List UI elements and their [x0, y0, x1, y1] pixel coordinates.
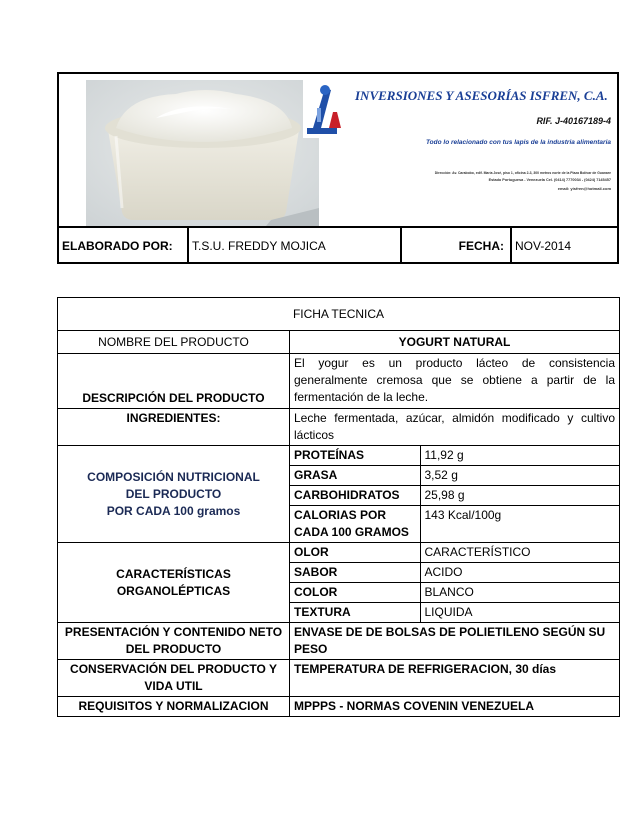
nombre-label: NOMBRE DEL PRODUCTO [58, 331, 290, 354]
organolepticas-values [290, 543, 620, 623]
company-letterhead [295, 78, 615, 228]
conservacion-value: TEMPERATURA DE REFRIGERACION, 30 días [290, 660, 620, 697]
nutrient-row [290, 446, 619, 466]
descripcion-label: DESCRIPCIÓN DEL PRODUCTO [58, 354, 290, 409]
fecha-label: FECHA: [402, 228, 512, 264]
company-name: INVERSIONES Y ASESORÍAS ISFREN, C.A. [355, 88, 608, 103]
company-phone: Estado Portuguesa - Venezuela Cel. (0414) 7770034 - (0424) 7145457 [488, 178, 611, 182]
organoleptic-value: CARACTERÍSTICO [420, 543, 619, 563]
composicion-label [58, 446, 290, 543]
ficha-tecnica-table [57, 297, 620, 717]
nutrient-value: 3,52 g [420, 466, 619, 486]
conservacion-label: CONSERVACIÓN DEL PRODUCTO Y VIDA UTIL [58, 660, 290, 697]
document-header [57, 72, 619, 264]
elaborado-label: ELABORADO POR: [59, 228, 189, 264]
nutrient-name: CARBOHIDRATOS [290, 486, 420, 506]
elaborado-value: T.S.U. FREDDY MOJICA [189, 228, 402, 264]
organoleptic-row [290, 543, 619, 563]
requisitos-row [58, 697, 620, 717]
ingredientes-value: Leche fermentada, azúcar, almidón modificado y cultivo lácticos [290, 409, 620, 446]
ingredientes-label: INGREDIENTES: [58, 409, 290, 446]
company-email: email: yisfren@hotmail.com [557, 186, 611, 191]
nutrient-row [290, 506, 619, 543]
nutrient-value: 143 Kcal/100g [420, 506, 619, 543]
nutrient-row [290, 466, 619, 486]
organoleptic-value: LIQUIDA [420, 603, 619, 623]
fecha-value: NOV-2014 [515, 239, 572, 253]
nutrient-name: PROTEÍNAS [290, 446, 420, 466]
requisitos-label: REQUISITOS Y NORMALIZACION [58, 697, 290, 717]
composicion-label-line-2: DEL PRODUCTO [125, 486, 222, 501]
organoleptic-row [290, 563, 619, 583]
organoleptic-value: BLANCO [420, 583, 619, 603]
nutrient-value: 25,98 g [420, 486, 619, 506]
descripcion-value: El yogur es un producto lácteo de consistencia generalmente cremosa que se obtiene a partir de la fermentación de la leche. [290, 354, 620, 409]
ingredientes-row [58, 409, 620, 446]
organolepticas-label: CARACTERÍSTICAS ORGANOLÉPTICAS [58, 543, 290, 623]
presentacion-value: ENVASE DE DE BOLSAS DE POLIETILENO SEGÚN SU PESO [290, 623, 620, 660]
organoleptic-row [290, 603, 619, 623]
author-date-row [59, 226, 617, 264]
organoleptic-name: OLOR [290, 543, 420, 563]
conservacion-row [58, 660, 620, 697]
requisitos-value: MPPPS - NORMAS COVENIN VENEZUELA [290, 697, 620, 717]
nutrient-name: CALORIAS POR CADA 100 GRAMOS [290, 506, 420, 543]
ficha-title: FICHA TECNICA [58, 298, 620, 331]
composicion-row [58, 446, 620, 543]
nutrient-value: 11,92 g [420, 446, 619, 466]
presentacion-row [58, 623, 620, 660]
composicion-label-line-1: COMPOSICIÓN NUTRICIONAL [87, 469, 260, 484]
company-rif: RIF. J-40167189-4 [536, 116, 611, 126]
organoleptic-value: ACIDO [420, 563, 619, 583]
microscope-flask-logo-icon [303, 80, 345, 138]
organoleptic-name: COLOR [290, 583, 420, 603]
nombre-value: YOGURT NATURAL [290, 331, 620, 354]
organoleptic-row [290, 583, 619, 603]
nutrient-name: GRASA [290, 466, 420, 486]
composicion-label-line-3: POR CADA 100 gramos [106, 503, 241, 518]
organoleptic-name: SABOR [290, 563, 420, 583]
composicion-values [290, 446, 620, 543]
presentacion-label: PRESENTACIÓN Y CONTENIDO NETO DEL PRODUCTO [58, 623, 290, 660]
nombre-row [58, 331, 620, 354]
company-tagline: Todo lo relacionado con tus lapis de la industria alimentaria [425, 139, 611, 146]
yogurt-cup-photo [86, 80, 319, 226]
organoleptic-name: TEXTURA [290, 603, 420, 623]
descripcion-row [58, 354, 620, 409]
nutrient-row [290, 486, 619, 506]
ficha-title-row [58, 298, 620, 331]
organolepticas-row [58, 543, 620, 623]
company-address: Dirección: Av. Carabobo, edif. María José, piso 1, oficina 2-3, 300 metros norte de la Plaza Bolívar de Guanare [434, 171, 611, 175]
